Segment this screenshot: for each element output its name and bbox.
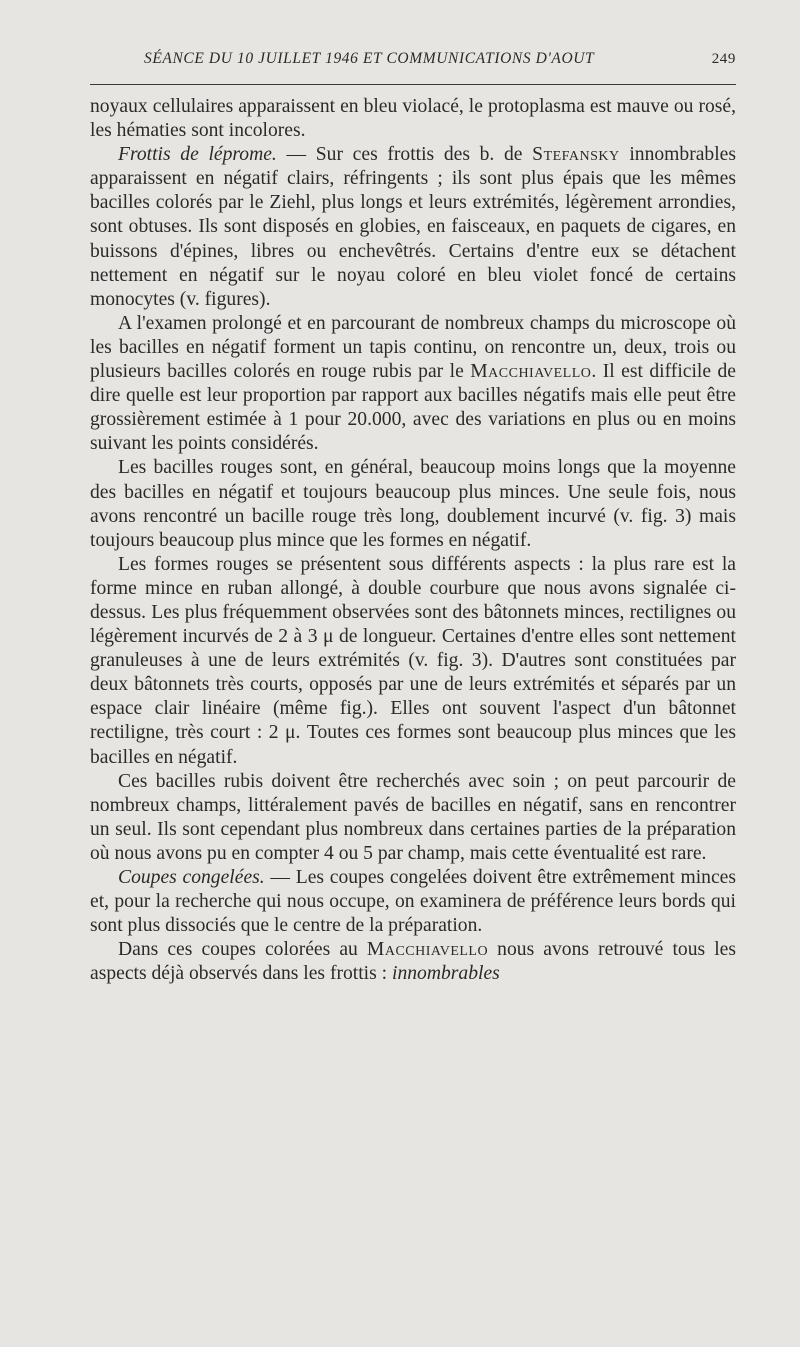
page-number: 249 <box>711 51 736 67</box>
paragraph-text-segment: . Il est difficile de dire quelle est leur proportion par rapport aux bacilles négatifs mais elle peut être grossièrement estimée à 1 pour 20.000, avec des variations en plus ou en moins suivant les points considérés. <box>90 361 736 455</box>
paragraph-text-segment: Ces bacilles rubis doivent être recherchés avec soin ; on peut parcourir de nombreux champs, littéralement pavés de bacilles en négatif, sans en rencontrer un seul. Ils sont cependant plus nombreux dans certaines parties de la préparation où nous avons pu en compter 4 ou 5 par champ, mais cette éventualité est rare. <box>90 770 736 864</box>
paragraph-text-segment: Coupes congelées. <box>118 867 265 888</box>
paragraph-text-segment: — Sur ces frottis des b. de <box>276 144 533 166</box>
paragraph-text-segment: Frottis de léprome. <box>118 144 277 166</box>
paragraph-text-segment: Dans ces coupes colorées au <box>118 939 367 961</box>
paragraph-text-segment: innombrables apparaissent en négatif clairs, réfringents ; ils sont plus épais que les mêmes bacilles colorés par le Ziehl, plus longs et leurs extrémités, légèrement arrondies, sont obtuses. Ils sont disposés en globies, en faisceaux, en paquets de cigares, en buissons d'épines, libres ou enchevêtrés. Certains d'entre eux se détachent nettement en négatif sur le noyau coloré en bleu violet foncé de certains monocytes (v. figures). <box>90 144 736 310</box>
paragraph-p2 <box>90 143 736 312</box>
paragraph-p1 <box>90 95 736 143</box>
paragraph-p8 <box>90 938 736 986</box>
paragraph-p4 <box>90 456 736 552</box>
paragraph-text-segment: Stefansky <box>532 144 620 166</box>
paragraph-text-segment: A l'examen prolongé et en parcourant de nombreux champs du microscope où les bacilles en négatif forment un tapis continu, on rencontre un, deux, trois ou plusieurs bacilles colorés en rouge rubis par le <box>90 312 736 383</box>
paragraph-text-segment: Macchiavello <box>470 361 592 383</box>
running-header <box>90 50 736 80</box>
paragraph-p7 <box>90 866 736 938</box>
paragraph-text-segment: Les formes rouges se présentent sous différents aspects : la plus rare est la forme mince en ruban allongé, à double courbure que nous avons signalée ci-dessus. Les plus fréquemment observées sont des bâtonnets minces, rectilignes ou légèrement incurvés de 2 à 3 μ de longueur. Certaines d'entre elles sont nettement granuleuses à une de leurs extrémités (v. fig. 3). D'autres sont constituées par deux bâtonnets très courts, opposés par une de leurs extrémités et séparés par un espace clair linéaire (même fig.). Elles ont souvent l'aspect d'un bâtonnet rectiligne, très court : 2 μ. Toutes ces formes sont beaucoup plus minces que les bacilles en négatif. <box>90 553 736 768</box>
running-header-title: SÉANCE DU 10 JUILLET 1946 ET COMMUNICATIONS D'AOUT <box>144 50 595 67</box>
paragraph-p5 <box>90 553 736 770</box>
paragraph-text-segment: innombrables <box>392 963 500 985</box>
paragraph-text-segment: nous avons retrouvé tous les aspects déjà observés dans les frottis : <box>90 939 736 985</box>
paragraph-text-segment: — Les coupes congelées doivent être extrêmement minces et, pour la recherche qui nous occupe, on examinera de préférence leurs bords qui sont plus dissociés que le centre de la préparation. <box>90 867 737 937</box>
paragraph-text-segment: Macchiavello <box>366 939 489 961</box>
paragraph-text-segment: noyaux cellulaires apparaissent en bleu violacé, le protoplasma est mauve ou rosé, les hématies sont incolores. <box>90 96 736 142</box>
paragraph-p3 <box>90 312 736 457</box>
body-text <box>90 95 736 986</box>
paragraph-text-segment: Les bacilles rouges sont, en général, beaucoup moins longs que la moyenne des bacilles en négatif et toujours beaucoup plus minces. Une seule fois, nous avons rencontré un bacille rouge très long, doublement incurvé (v. fig. 3) mais toujours beaucoup plus mince que les formes en négatif. <box>90 457 736 551</box>
paragraph-p6 <box>90 770 736 866</box>
header-rule <box>90 84 736 85</box>
